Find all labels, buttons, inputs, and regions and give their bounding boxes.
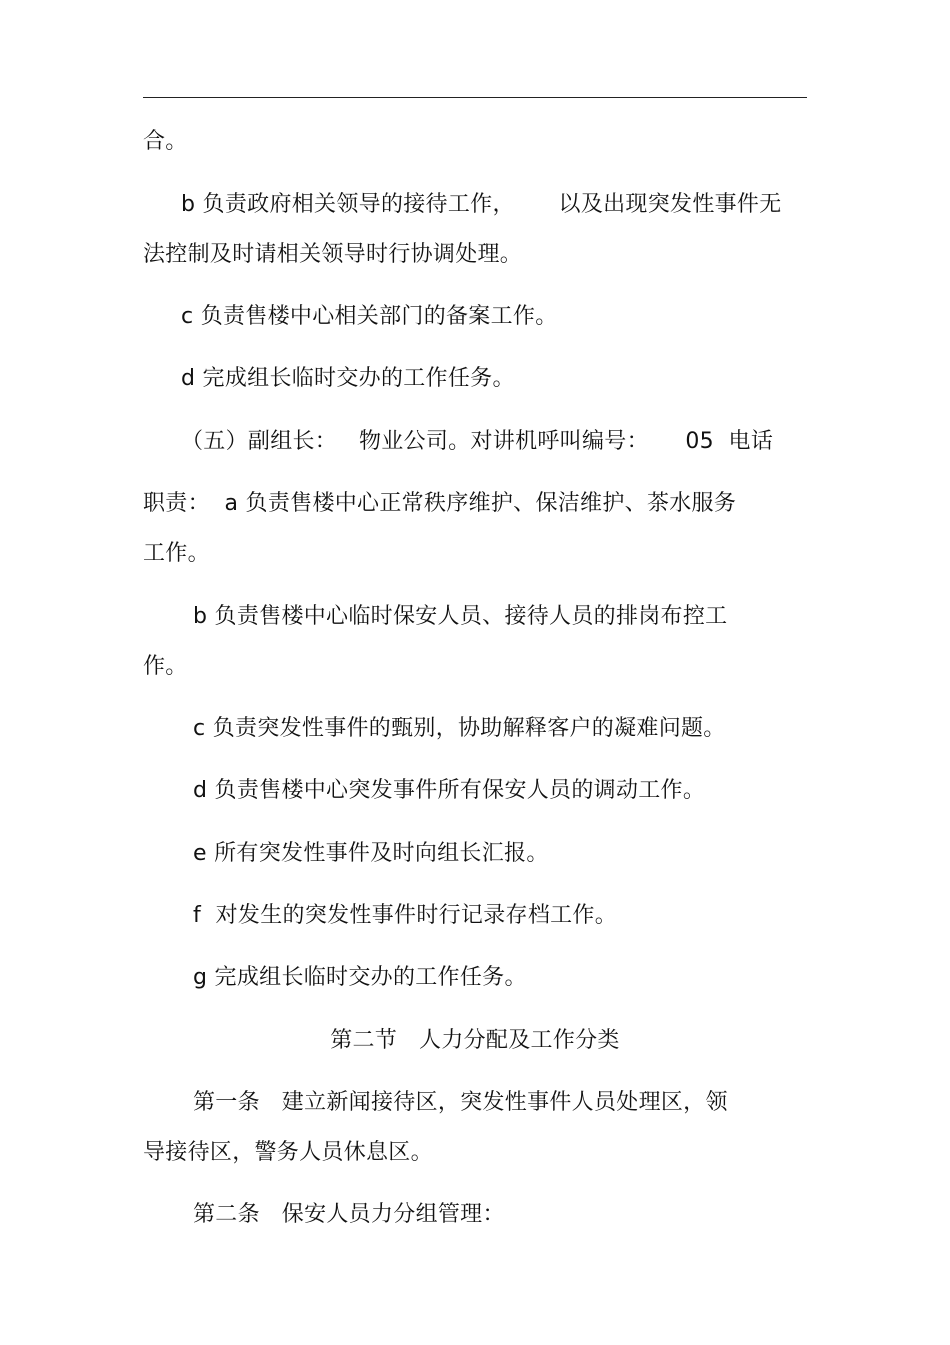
text-line-3: 法控制及时请相关领导时行协调处理。 — [143, 242, 523, 267]
text-line-9: b 负责售楼中心临时保安人员、接待人员的排岗布控工 — [193, 604, 728, 629]
text-line-10: 作。 — [143, 654, 188, 679]
text-line-12: d 负责售楼中心突发事件所有保安人员的调动工作。 — [193, 778, 706, 803]
text-line-17: 第一条 建立新闻接待区，突发性事件人员处理区，领 — [193, 1090, 728, 1115]
text-line-14: f 对发生的突发性事件时行记录存档工作。 — [193, 903, 618, 928]
text-line-5: d 完成组长临时交办的工作任务。 — [181, 366, 515, 391]
text-line-4: c 负责售楼中心相关部门的备案工作。 — [181, 304, 558, 329]
text-line-13: e 所有突发性事件及时向组长汇报。 — [193, 841, 549, 866]
text-line-1: 合。 — [143, 129, 188, 154]
text-line-2: b 负责政府相关领导的接待工作， 以及出现突发性事件无 — [181, 192, 782, 217]
text-line-11: c 负责突发性事件的甄别，协助解释客户的凝难问题。 — [193, 716, 726, 741]
text-line-7: 职责： a 负责售楼中心正常秩序维护、保洁维护、茶水服务 — [143, 491, 737, 516]
header-rule — [143, 97, 807, 98]
text-line-15: g 完成组长临时交办的工作任务。 — [193, 965, 527, 990]
section-heading: 第二节 人力分配及工作分类 — [330, 1028, 620, 1053]
text-line-19: 第二条 保安人员力分组管理： — [193, 1202, 505, 1227]
text-line-6: （五）副组长： 物业公司。对讲机呼叫编号： 05 电话 — [181, 429, 774, 454]
text-line-18: 导接待区，警务人员休息区。 — [143, 1140, 433, 1165]
text-line-8: 工作。 — [143, 541, 210, 566]
